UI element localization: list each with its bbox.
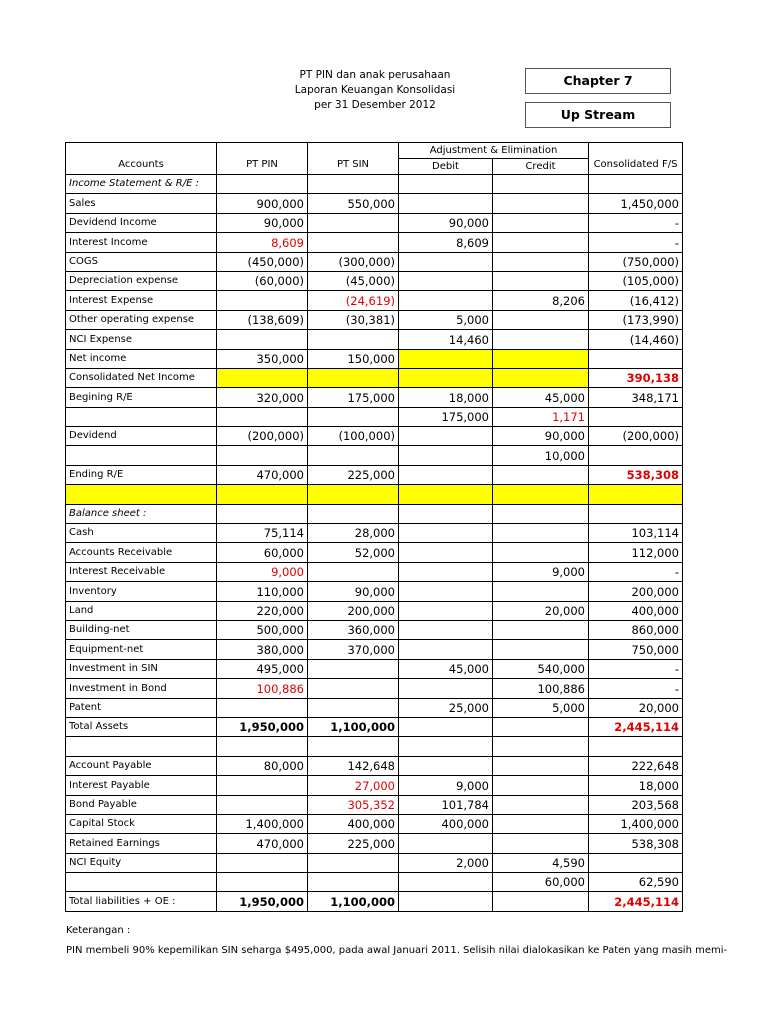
- account-cell: Accounts Receivable: [66, 543, 217, 562]
- pt-pin-cell: 500,000: [217, 620, 308, 639]
- table-row: [66, 310, 683, 329]
- account-cell: Consolidated Net Income: [66, 368, 217, 387]
- pt-pin-cell: 1,950,000: [217, 717, 308, 736]
- credit-cell: [493, 465, 589, 484]
- debit-cell: 25,000: [399, 698, 493, 717]
- credit-cell: [493, 252, 589, 271]
- debit-cell: [399, 175, 493, 194]
- pt-pin-cell: 470,000: [217, 465, 308, 484]
- account-cell: Depreciation expense: [66, 271, 217, 290]
- credit-cell: [493, 640, 589, 659]
- credit-cell: 60,000: [493, 873, 589, 892]
- pt-pin-cell: [217, 873, 308, 892]
- table-row: [66, 330, 683, 349]
- consolidated-cell: 200,000: [589, 582, 683, 601]
- header-accounts: Accounts: [66, 143, 217, 175]
- account-cell: Interest Payable: [66, 776, 217, 795]
- debit-cell: [399, 252, 493, 271]
- account-cell: Retained Earnings: [66, 834, 217, 853]
- pt-pin-cell: 9,000: [217, 562, 308, 581]
- pt-sin-cell: 28,000: [308, 524, 399, 543]
- pt-sin-cell: 52,000: [308, 543, 399, 562]
- notes-text: PIN membeli 90% kepemilikan SIN seharga $495,000, pada awal Januari 2011. Selisih nilai dialokasikan ke Paten yang masih memi-: [66, 945, 728, 956]
- account-cell: [66, 873, 217, 892]
- consolidated-cell: [589, 485, 683, 504]
- pt-pin-cell: 110,000: [217, 582, 308, 601]
- account-cell: Begining R/E: [66, 388, 217, 407]
- header-adjustment-elimination: Adjustment & Elimination: [399, 143, 589, 159]
- credit-cell: 100,886: [493, 679, 589, 698]
- account-cell: Devidend Income: [66, 213, 217, 232]
- table-row: [66, 271, 683, 290]
- consolidated-cell: 348,171: [589, 388, 683, 407]
- consolidated-cell: [589, 737, 683, 756]
- account-cell: Equipment-net: [66, 640, 217, 659]
- table-row: [66, 873, 683, 892]
- debit-cell: 101,784: [399, 795, 493, 814]
- debit-cell: [399, 465, 493, 484]
- table-row: [66, 252, 683, 271]
- pt-sin-cell: 27,000: [308, 776, 399, 795]
- consolidated-cell: -: [589, 679, 683, 698]
- account-cell: Ending R/E: [66, 465, 217, 484]
- pt-sin-cell: 550,000: [308, 194, 399, 213]
- account-cell: Inventory: [66, 582, 217, 601]
- consolidated-cell: (200,000): [589, 427, 683, 446]
- pt-sin-cell: 142,648: [308, 756, 399, 775]
- pt-sin-cell: [308, 698, 399, 717]
- account-cell: [66, 407, 217, 426]
- credit-cell: [493, 194, 589, 213]
- debit-cell: [399, 427, 493, 446]
- section-row: [66, 175, 683, 194]
- pt-sin-cell: [308, 679, 399, 698]
- table-row: [66, 388, 683, 407]
- pt-sin-cell: 400,000: [308, 814, 399, 833]
- account-cell: Investment in SIN: [66, 659, 217, 678]
- debit-cell: 5,000: [399, 310, 493, 329]
- debit-cell: [399, 368, 493, 387]
- section-label: Income Statement & R/E :: [66, 175, 217, 194]
- debit-cell: [399, 892, 493, 911]
- table-row: [66, 679, 683, 698]
- table-row: [66, 562, 683, 581]
- credit-cell: [493, 330, 589, 349]
- credit-cell: [493, 524, 589, 543]
- pt-pin-cell: [217, 853, 308, 872]
- table-row: [66, 368, 683, 387]
- debit-cell: [399, 271, 493, 290]
- debit-cell: [399, 504, 493, 523]
- pt-sin-cell: [308, 175, 399, 194]
- credit-cell: [493, 814, 589, 833]
- pt-pin-cell: 320,000: [217, 388, 308, 407]
- consolidated-cell: -: [589, 659, 683, 678]
- account-cell: COGS: [66, 252, 217, 271]
- debit-cell: [399, 349, 493, 368]
- account-cell: Cash: [66, 524, 217, 543]
- credit-cell: [493, 349, 589, 368]
- table-row: [66, 291, 683, 310]
- debit-cell: 400,000: [399, 814, 493, 833]
- credit-cell: [493, 543, 589, 562]
- pt-pin-cell: (138,609): [217, 310, 308, 329]
- credit-cell: 4,590: [493, 853, 589, 872]
- consolidated-cell: 18,000: [589, 776, 683, 795]
- debit-cell: [399, 543, 493, 562]
- debit-cell: [399, 446, 493, 465]
- pt-pin-cell: [217, 291, 308, 310]
- pt-sin-cell: [308, 213, 399, 232]
- table-row: [66, 814, 683, 833]
- consolidated-cell: -: [589, 233, 683, 252]
- table-row: [66, 601, 683, 620]
- consolidated-cell: [589, 175, 683, 194]
- account-cell: Interest Receivable: [66, 562, 217, 581]
- pt-pin-cell: 220,000: [217, 601, 308, 620]
- pt-pin-cell: [217, 737, 308, 756]
- credit-cell: [493, 504, 589, 523]
- pt-sin-cell: (45,000): [308, 271, 399, 290]
- account-cell: NCI Equity: [66, 853, 217, 872]
- pt-sin-cell: [308, 504, 399, 523]
- pt-pin-cell: [217, 368, 308, 387]
- debit-cell: 175,000: [399, 407, 493, 426]
- pt-sin-cell: [308, 446, 399, 465]
- debit-cell: [399, 756, 493, 775]
- credit-cell: [493, 368, 589, 387]
- report-date: per 31 Desember 2012: [314, 99, 436, 111]
- consolidated-cell: [589, 504, 683, 523]
- pt-sin-cell: (30,381): [308, 310, 399, 329]
- consolidated-cell: 750,000: [589, 640, 683, 659]
- table-row: [66, 776, 683, 795]
- account-cell: Bond Payable: [66, 795, 217, 814]
- notes: [66, 921, 727, 961]
- section-row: [66, 504, 683, 523]
- account-cell: [66, 485, 217, 504]
- consolidated-cell: 400,000: [589, 601, 683, 620]
- credit-cell: 10,000: [493, 446, 589, 465]
- credit-cell: [493, 213, 589, 232]
- debit-cell: [399, 582, 493, 601]
- consolidated-cell: 222,648: [589, 756, 683, 775]
- account-cell: Capital Stock: [66, 814, 217, 833]
- account-cell: Building-net: [66, 620, 217, 639]
- debit-cell: 2,000: [399, 853, 493, 872]
- pt-sin-cell: 225,000: [308, 465, 399, 484]
- report-title: [250, 68, 500, 113]
- table-row: [66, 349, 683, 368]
- pt-pin-cell: [217, 776, 308, 795]
- header-debit: Debit: [399, 159, 493, 175]
- notes-title: Keterangan :: [66, 925, 131, 936]
- debit-cell: [399, 194, 493, 213]
- account-cell: Total liabilities + OE :: [66, 892, 217, 911]
- table-row: [66, 737, 683, 756]
- credit-cell: 20,000: [493, 601, 589, 620]
- consolidated-cell: 20,000: [589, 698, 683, 717]
- account-cell: Devidend: [66, 427, 217, 446]
- highlight-row: [66, 485, 683, 504]
- debit-cell: [399, 524, 493, 543]
- pt-sin-cell: [308, 368, 399, 387]
- header-pt-pin: PT PIN: [217, 143, 308, 175]
- account-cell: Land: [66, 601, 217, 620]
- account-cell: Other operating expense: [66, 310, 217, 329]
- consolidated-cell: [589, 446, 683, 465]
- debit-cell: [399, 291, 493, 310]
- debit-cell: 8,609: [399, 233, 493, 252]
- debit-cell: [399, 485, 493, 504]
- consolidated-cell: (173,990): [589, 310, 683, 329]
- debit-cell: 14,460: [399, 330, 493, 349]
- pt-sin-cell: 200,000: [308, 601, 399, 620]
- pt-sin-cell: 225,000: [308, 834, 399, 853]
- debit-cell: [399, 834, 493, 853]
- company-name: PT PIN dan anak perusahaan: [299, 69, 451, 81]
- table-row: [66, 659, 683, 678]
- table-row: [66, 834, 683, 853]
- credit-cell: 90,000: [493, 427, 589, 446]
- pt-pin-cell: [217, 407, 308, 426]
- debit-cell: [399, 640, 493, 659]
- pt-pin-cell: 350,000: [217, 349, 308, 368]
- table-row: [66, 213, 683, 232]
- table-row: [66, 853, 683, 872]
- credit-cell: [493, 892, 589, 911]
- table-row: [66, 233, 683, 252]
- account-cell: Total Assets: [66, 717, 217, 736]
- consolidated-cell: 2,445,114: [589, 892, 683, 911]
- pt-pin-cell: 75,114: [217, 524, 308, 543]
- credit-cell: [493, 175, 589, 194]
- consolidated-cell: -: [589, 562, 683, 581]
- pt-sin-cell: (100,000): [308, 427, 399, 446]
- consolidated-cell: [589, 853, 683, 872]
- debit-cell: 90,000: [399, 213, 493, 232]
- pt-sin-cell: 305,352: [308, 795, 399, 814]
- pt-pin-cell: 8,609: [217, 233, 308, 252]
- pt-pin-cell: [217, 446, 308, 465]
- debit-cell: [399, 562, 493, 581]
- table-row: [66, 465, 683, 484]
- consolidated-cell: 1,400,000: [589, 814, 683, 833]
- credit-cell: [493, 834, 589, 853]
- account-cell: Interest Income: [66, 233, 217, 252]
- account-cell: NCI Expense: [66, 330, 217, 349]
- consolidated-cell: 62,590: [589, 873, 683, 892]
- pt-sin-cell: [308, 407, 399, 426]
- credit-cell: 540,000: [493, 659, 589, 678]
- credit-cell: [493, 776, 589, 795]
- account-cell: Net income: [66, 349, 217, 368]
- consolidated-cell: -: [589, 213, 683, 232]
- account-cell: Investment in Bond: [66, 679, 217, 698]
- account-cell: Interest Expense: [66, 291, 217, 310]
- consolidated-cell: 538,308: [589, 465, 683, 484]
- consolidated-cell: 2,445,114: [589, 717, 683, 736]
- consolidated-cell: 390,138: [589, 368, 683, 387]
- table-row: [66, 543, 683, 562]
- pt-sin-cell: [308, 873, 399, 892]
- table-row: [66, 698, 683, 717]
- pt-pin-cell: [217, 330, 308, 349]
- consolidated-cell: 860,000: [589, 620, 683, 639]
- credit-cell: [493, 310, 589, 329]
- consolidated-cell: 538,308: [589, 834, 683, 853]
- debit-cell: 18,000: [399, 388, 493, 407]
- table-row: [66, 795, 683, 814]
- pt-sin-cell: 1,100,000: [308, 892, 399, 911]
- pt-pin-cell: (450,000): [217, 252, 308, 271]
- pt-pin-cell: 1,950,000: [217, 892, 308, 911]
- pt-sin-cell: (300,000): [308, 252, 399, 271]
- debit-cell: [399, 679, 493, 698]
- debit-cell: 45,000: [399, 659, 493, 678]
- table-row: [66, 194, 683, 213]
- pt-pin-cell: 1,400,000: [217, 814, 308, 833]
- pt-sin-cell: (24,619): [308, 291, 399, 310]
- credit-cell: [493, 756, 589, 775]
- pt-sin-cell: [308, 330, 399, 349]
- table-row: [66, 892, 683, 911]
- report-name: Laporan Keuangan Konsolidasi: [294, 84, 456, 96]
- credit-cell: [493, 485, 589, 504]
- pt-pin-cell: [217, 504, 308, 523]
- pt-sin-cell: [308, 659, 399, 678]
- consolidated-cell: [589, 407, 683, 426]
- pt-sin-cell: 150,000: [308, 349, 399, 368]
- credit-cell: 1,171: [493, 407, 589, 426]
- credit-cell: [493, 271, 589, 290]
- debit-cell: 9,000: [399, 776, 493, 795]
- table-row: [66, 407, 683, 426]
- consolidated-cell: 103,114: [589, 524, 683, 543]
- pt-sin-cell: 175,000: [308, 388, 399, 407]
- debit-cell: [399, 620, 493, 639]
- table-row: [66, 620, 683, 639]
- account-cell: Account Payable: [66, 756, 217, 775]
- consolidated-cell: (105,000): [589, 271, 683, 290]
- pt-pin-cell: [217, 485, 308, 504]
- pt-pin-cell: 100,886: [217, 679, 308, 698]
- chapter-label: Chapter 7: [525, 68, 671, 94]
- pt-pin-cell: [217, 698, 308, 717]
- table-row: [66, 717, 683, 736]
- header-credit: Credit: [493, 159, 589, 175]
- account-cell: Sales: [66, 194, 217, 213]
- table-row: [66, 640, 683, 659]
- credit-cell: 9,000: [493, 562, 589, 581]
- pt-pin-cell: 900,000: [217, 194, 308, 213]
- pt-sin-cell: [308, 853, 399, 872]
- header-pt-sin: PT SIN: [308, 143, 399, 175]
- debit-cell: [399, 601, 493, 620]
- pt-pin-cell: 60,000: [217, 543, 308, 562]
- credit-cell: [493, 717, 589, 736]
- credit-cell: [493, 795, 589, 814]
- credit-cell: 5,000: [493, 698, 589, 717]
- section-label: Balance sheet :: [66, 504, 217, 523]
- pt-sin-cell: [308, 233, 399, 252]
- credit-cell: [493, 233, 589, 252]
- pt-sin-cell: [308, 562, 399, 581]
- consolidated-cell: 112,000: [589, 543, 683, 562]
- consolidated-cell: 203,568: [589, 795, 683, 814]
- debit-cell: [399, 873, 493, 892]
- consolidated-cell: 1,450,000: [589, 194, 683, 213]
- pt-sin-cell: 1,100,000: [308, 717, 399, 736]
- pt-sin-cell: 90,000: [308, 582, 399, 601]
- pt-pin-cell: [217, 795, 308, 814]
- consolidated-cell: (14,460): [589, 330, 683, 349]
- pt-sin-cell: 360,000: [308, 620, 399, 639]
- credit-cell: 8,206: [493, 291, 589, 310]
- pt-sin-cell: 370,000: [308, 640, 399, 659]
- header-consolidated: Consolidated F/S: [589, 143, 683, 175]
- credit-cell: 45,000: [493, 388, 589, 407]
- pt-pin-cell: (60,000): [217, 271, 308, 290]
- table-row: [66, 446, 683, 465]
- debit-cell: [399, 717, 493, 736]
- consolidation-worksheet: [65, 142, 683, 912]
- consolidated-cell: [589, 349, 683, 368]
- credit-cell: [493, 620, 589, 639]
- pt-sin-cell: [308, 737, 399, 756]
- table-row: [66, 524, 683, 543]
- credit-cell: [493, 737, 589, 756]
- pt-sin-cell: [308, 485, 399, 504]
- table-row: [66, 756, 683, 775]
- account-cell: Patent: [66, 698, 217, 717]
- pt-pin-cell: 470,000: [217, 834, 308, 853]
- pt-pin-cell: 495,000: [217, 659, 308, 678]
- pt-pin-cell: [217, 175, 308, 194]
- pt-pin-cell: 380,000: [217, 640, 308, 659]
- account-cell: [66, 737, 217, 756]
- pt-pin-cell: 80,000: [217, 756, 308, 775]
- pt-pin-cell: 90,000: [217, 213, 308, 232]
- table-row: [66, 427, 683, 446]
- credit-cell: [493, 582, 589, 601]
- consolidated-cell: (750,000): [589, 252, 683, 271]
- table-row: [66, 582, 683, 601]
- account-cell: [66, 446, 217, 465]
- stream-label: Up Stream: [525, 102, 671, 128]
- debit-cell: [399, 737, 493, 756]
- pt-pin-cell: (200,000): [217, 427, 308, 446]
- consolidated-cell: (16,412): [589, 291, 683, 310]
